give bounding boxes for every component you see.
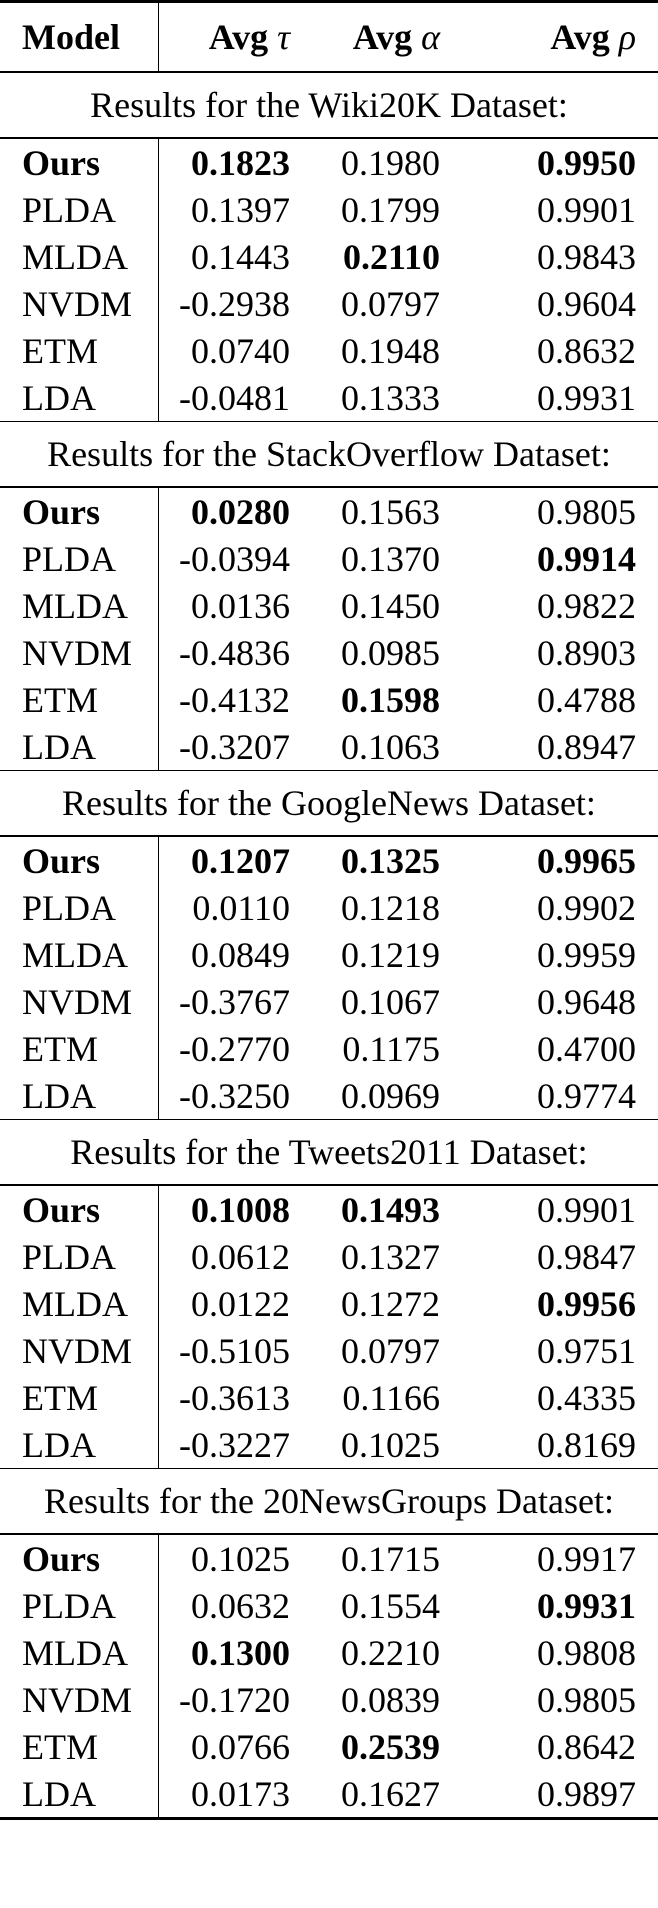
avg-tau-cell: -0.3613 [179,1377,290,1418]
table-row [0,535,658,582]
avg-alpha-cell: 0.2110 [342,236,440,277]
avg-rho-cell: 0.9774 [537,1075,636,1116]
section-header-row [0,1120,658,1186]
model-cell: NVDM [0,280,158,327]
avg-alpha-cell: 0.0985 [341,632,440,673]
avg-alpha-cell: 0.1218 [341,887,440,928]
avg-rho-cell: 0.9931 [537,377,636,418]
avg-tau-cell: -0.3767 [179,981,290,1022]
table-row [0,931,658,978]
avg-tau-cell: -0.3227 [179,1424,290,1465]
header-avg-tau [158,2,308,73]
avg-tau-cell: 0.0632 [191,1585,290,1626]
avg-tau-cell: 0.0110 [192,887,290,928]
table-row [0,1534,658,1582]
avg-alpha-cell: 0.1025 [341,1424,440,1465]
avg-rho-cell: 0.9808 [537,1632,636,1673]
table-row [0,1582,658,1629]
avg-rho-cell: 0.9956 [537,1283,636,1324]
avg-tau-cell: -0.2770 [179,1028,290,1069]
table-row [0,1629,658,1676]
model-cell: LDA [0,723,158,771]
table-row [0,582,658,629]
header-avg-alpha [308,2,458,73]
avg-alpha-cell: 0.1563 [341,491,440,532]
model-cell: PLDA [0,1582,158,1629]
avg-alpha-cell: 0.1370 [341,538,440,579]
model-cell: LDA [0,1072,158,1120]
avg-alpha-cell: 0.0797 [341,283,440,324]
tau-symbol: τ [277,17,290,57]
model-cell: ETM [0,1723,158,1770]
avg-alpha-cell: 0.1325 [341,840,440,881]
table-row [0,978,658,1025]
section-header-row [0,771,658,837]
avg-tau-cell: 0.0612 [191,1236,290,1277]
avg-rho-cell: 0.9901 [537,189,636,230]
avg-alpha-cell: 0.1799 [341,189,440,230]
model-cell: ETM [0,327,158,374]
header-avg-label: Avg [352,17,413,57]
avg-alpha-cell: 0.2539 [341,1726,440,1767]
avg-rho-cell: 0.9931 [537,1585,636,1626]
model-cell: Ours [0,1534,158,1582]
avg-tau-cell: 0.0173 [158,1770,308,1819]
model-cell: ETM [0,1374,158,1421]
avg-tau-cell: 0.0740 [191,330,290,371]
avg-rho-cell: 0.9604 [537,283,636,324]
table-row [0,1072,658,1120]
table-row [0,884,658,931]
table-row [0,1723,658,1770]
table-row [0,280,658,327]
avg-tau-cell: 0.0136 [191,585,290,626]
table-row [0,676,658,723]
avg-tau-cell: 0.1025 [191,1538,290,1579]
avg-rho-cell: 0.4335 [537,1377,636,1418]
table-row [0,1280,658,1327]
table-row [0,629,658,676]
table-row [0,1421,658,1469]
table-row [0,138,658,186]
avg-tau-cell: -0.4132 [179,679,290,720]
avg-alpha-cell: 0.1980 [341,142,440,183]
model-cell: ETM [0,676,158,723]
model-cell: PLDA [0,535,158,582]
avg-tau-cell: -0.0481 [179,377,290,418]
header-avg-label: Avg [208,17,269,57]
model-cell: LDA [0,1770,158,1819]
avg-tau-cell: 0.1823 [191,142,290,183]
avg-tau-cell: -0.4836 [179,632,290,673]
avg-alpha-cell: 0.1166 [342,1377,440,1418]
avg-tau-cell: -0.3250 [179,1075,290,1116]
avg-alpha-cell: 0.1493 [341,1189,440,1230]
avg-tau-cell: -0.3207 [179,726,290,767]
table-row [0,1770,658,1819]
avg-rho-cell: 0.4700 [537,1028,636,1069]
avg-rho-cell: 0.9917 [537,1538,636,1579]
avg-tau-cell: 0.0280 [191,491,290,532]
section-title: Results for the StackOverflow Dataset: [0,422,658,488]
model-cell: MLDA [0,233,158,280]
model-cell: PLDA [0,186,158,233]
table-row [0,1185,658,1233]
avg-rho-cell: 0.8642 [537,1726,636,1767]
avg-rho-cell: 0.9901 [537,1189,636,1230]
avg-alpha-cell: 0.0839 [341,1679,440,1720]
model-cell: NVDM [0,1327,158,1374]
avg-rho-cell: 0.9822 [537,585,636,626]
avg-tau-cell: 0.1300 [191,1632,290,1673]
avg-alpha-cell: 0.1450 [341,585,440,626]
avg-rho-cell: 0.9902 [537,887,636,928]
model-cell: ETM [0,1025,158,1072]
avg-tau-cell: 0.0122 [191,1283,290,1324]
avg-tau-cell: 0.1207 [191,840,290,881]
avg-rho-cell: 0.9914 [537,538,636,579]
model-cell: MLDA [0,1629,158,1676]
avg-tau-cell: -0.5105 [179,1330,290,1371]
avg-rho-cell: 0.8947 [537,726,636,767]
avg-tau-cell: 0.1443 [191,236,290,277]
section-title: Results for the Tweets2011 Dataset: [0,1120,658,1186]
avg-rho-cell: 0.9805 [537,1679,636,1720]
table-row [0,1676,658,1723]
table-body [0,72,658,1819]
section-title: Results for the GoogleNews Dataset: [0,771,658,837]
avg-tau-cell: -0.0394 [179,538,290,579]
avg-alpha-cell: 0.1598 [341,679,440,720]
avg-alpha-cell: 0.0969 [341,1075,440,1116]
avg-alpha-cell: 0.1063 [341,726,440,767]
table-row [0,723,658,771]
table-row [0,1374,658,1421]
avg-rho-cell: 0.9648 [537,981,636,1022]
model-cell: PLDA [0,1233,158,1280]
section-header-row [0,422,658,488]
model-cell: NVDM [0,1676,158,1723]
table-row [0,186,658,233]
model-cell: Ours [0,138,158,186]
avg-tau-cell: 0.0849 [191,934,290,975]
table-row [0,374,658,422]
avg-rho-cell: 0.8903 [537,632,636,673]
avg-rho-cell: 0.9897 [458,1770,658,1819]
avg-rho-cell: 0.9959 [537,934,636,975]
model-cell: Ours [0,836,158,884]
avg-rho-cell: 0.9965 [537,840,636,881]
table-row [0,836,658,884]
model-cell: MLDA [0,931,158,978]
section-header-row [0,72,658,138]
avg-rho-cell: 0.8169 [537,1424,636,1465]
rho-symbol: ρ [618,17,636,57]
avg-rho-cell: 0.9805 [537,491,636,532]
avg-tau-cell: -0.1720 [179,1679,290,1720]
model-cell: MLDA [0,582,158,629]
table-row [0,487,658,535]
header-row [0,2,658,73]
section-header-row [0,1469,658,1535]
avg-alpha-cell: 0.1627 [308,1770,458,1819]
model-cell: LDA [0,374,158,422]
avg-alpha-cell: 0.1948 [341,330,440,371]
header-avg-rho [458,2,658,73]
avg-alpha-cell: 0.1219 [341,934,440,975]
avg-alpha-cell: 0.1272 [341,1283,440,1324]
section-title: Results for the Wiki20K Dataset: [0,72,658,138]
section-title: Results for the 20NewsGroups Dataset: [0,1469,658,1535]
header-model: Model [0,2,158,73]
avg-rho-cell: 0.9950 [537,142,636,183]
alpha-symbol: α [421,17,440,57]
table-row [0,1025,658,1072]
avg-tau-cell: -0.2938 [179,283,290,324]
avg-rho-cell: 0.9847 [537,1236,636,1277]
model-cell: NVDM [0,629,158,676]
model-cell: MLDA [0,1280,158,1327]
model-cell: LDA [0,1421,158,1469]
table-row [0,233,658,280]
table-row [0,327,658,374]
avg-alpha-cell: 0.1067 [341,981,440,1022]
avg-rho-cell: 0.9751 [537,1330,636,1371]
header-avg-label: Avg [550,17,610,57]
avg-tau-cell: 0.0766 [191,1726,290,1767]
avg-alpha-cell: 0.1554 [341,1585,440,1626]
avg-alpha-cell: 0.2210 [341,1632,440,1673]
table-row [0,1327,658,1374]
model-cell: Ours [0,487,158,535]
avg-alpha-cell: 0.0797 [341,1330,440,1371]
model-cell: PLDA [0,884,158,931]
avg-rho-cell: 0.9843 [537,236,636,277]
model-cell: Ours [0,1185,158,1233]
avg-rho-cell: 0.8632 [537,330,636,371]
avg-tau-cell: 0.1397 [191,189,290,230]
avg-alpha-cell: 0.1327 [341,1236,440,1277]
model-cell: NVDM [0,978,158,1025]
avg-alpha-cell: 0.1715 [341,1538,440,1579]
avg-alpha-cell: 0.1333 [341,377,440,418]
avg-tau-cell: 0.1008 [191,1189,290,1230]
table-row [0,1233,658,1280]
avg-alpha-cell: 0.1175 [342,1028,440,1069]
avg-rho-cell: 0.4788 [537,679,636,720]
